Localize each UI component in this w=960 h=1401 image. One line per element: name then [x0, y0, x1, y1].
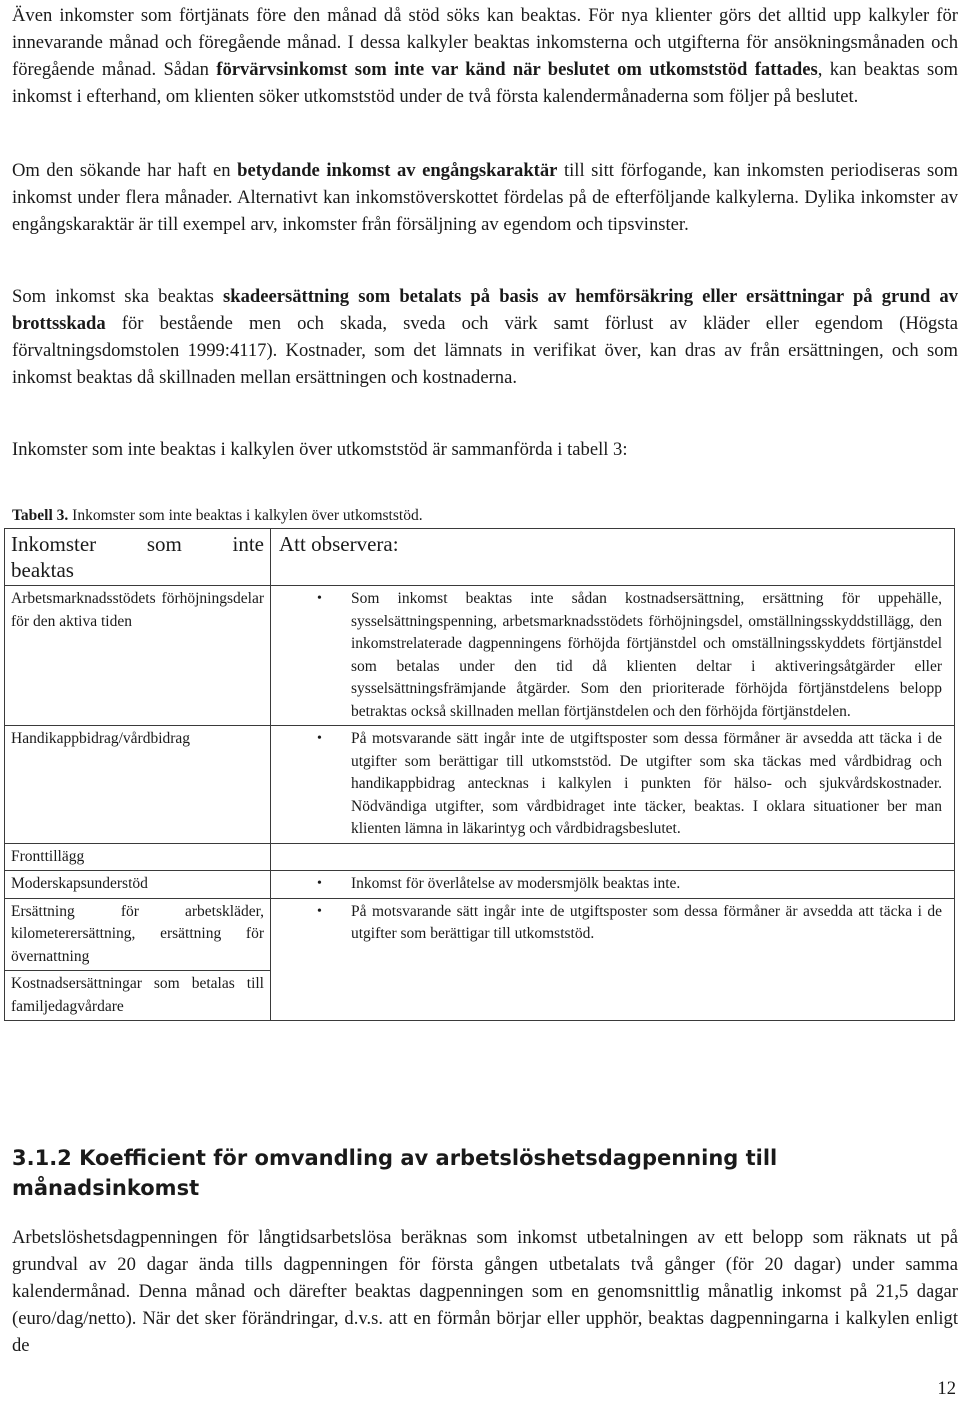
income-cell: Ersättning för arbetskläder, kilometerersättning, ersättning för övernattning: [5, 898, 271, 971]
note-text: På motsvarande sätt ingår inte de utgiftsposter som dessa förmåner är avsedda att täcka i de utgifter som berättigar till utkomststöd. De utgifter som ska täckas med vårdbidrag och handikappbidrag antecknas i kalkylen i punkten för hälso- och sjukvårdskostnader. Nödvändiga utgifter, som vårdbidraget inte täcker, beaktas. I oklara situationer ber man klienten lämna in läkarintyg och vårdbidragsbeslutet.: [351, 730, 942, 837]
table-row: [5, 726, 955, 844]
note-cell: [271, 843, 955, 871]
table-caption-text: Inkomster som inte beaktas i kalkylen över utkomststöd.: [68, 507, 423, 524]
p3-text-b: för bestående men och skada, sveda och värk samt förlust av kläder eller egendom (Högsta förvaltningsdomstolen 1999:4117). Kostnader, som det lämnats in verifikat över, kan dras av från ersättningen, och som inkomst beaktas då skillnaden mellan ersättningen och kostnaderna.: [12, 313, 958, 388]
p2-bold: betydande inkomst av engångskaraktär: [237, 160, 558, 181]
note-item: [279, 901, 942, 946]
note-cell: [271, 898, 955, 1021]
table-caption: [12, 506, 958, 526]
table-row: [5, 586, 955, 726]
p3-bold: skadeersättning som betalats på basis av hemförsäkring eller ersättningar på grund av brottsskada: [12, 286, 958, 334]
p2-text-b: till sitt förfogande, kan inkomsten periodiseras som inkomst under flera månader. Alternativt kan inkomstöverskottet fördelas på de efterföljande kalkylerna. Dylika inkomster av engångskaraktär är till exempel arv, inkomster från försäljning av egendom och tipsvinster.: [12, 160, 958, 235]
bullet-icon: •: [317, 903, 322, 919]
header-income-cell: [5, 529, 271, 586]
p1-text-a: Även inkomster som förtjänats före den månad då stöd söks kan beaktas. För nya klienter görs det alltid upp kalkyler för innevarande månad och föregående månad. I dessa kalkyler beaktas inkomsterna och utgifterna för ansökningsmånaden och föregående månad. Sådan: [12, 5, 958, 80]
note-cell: [271, 871, 955, 899]
header-note-label: Att observera:: [279, 532, 399, 556]
table-row: [5, 898, 955, 971]
note-item: [279, 873, 942, 896]
note-text: På motsvarande sätt ingår inte de utgiftsposter som dessa förmåner är avsedda att täcka i de utgifter som berättigar till utkomststöd.: [351, 902, 942, 942]
note-text: Inkomst för överlåtelse av modersmjölk beaktas inte.: [351, 875, 681, 892]
paragraph-damage-compensation: [12, 283, 958, 391]
p1-text-b: , kan beaktas som inkomst i efterhand, om klienten söker utkomststöd under de två första kalendermånaderna som följer på beslutet.: [12, 59, 958, 107]
income-cell: Arbetsmarknadsstödets förhöjningsdelar för den aktiva tiden: [5, 586, 271, 726]
note-cell: [271, 586, 955, 726]
paragraph-one-time-income-earlier: [12, 2, 958, 110]
header-income-line2: beaktas: [11, 558, 74, 582]
income-cell: Handikappbidrag/vårdbidrag: [5, 726, 271, 844]
table-caption-label: Tabell 3.: [12, 507, 69, 524]
table-row: [5, 843, 955, 871]
header-income-line1: Inkomster som inte: [11, 532, 264, 556]
p4-text: Inkomster som inte beaktas i kalkylen över utkomststöd är sammanförda i tabell 3:: [12, 439, 628, 460]
note-item: [279, 588, 942, 723]
p5-text: Arbetslöshetsdagpenningen för långtidsarbetslösa beräknas som inkomst utbetalningen av ett belopp som räknats ut på grundval av 20 dagar ända tills dagpenningen för första gången utbetalats två gånger (för 20 dagar) under samma kalendermånad. Denna månad och därefter beaktas dagpenningen som en genomsnittlig månatlig inkomst på 21,5 dagar (euro/dag/netto). När det sker förändringar, d.v.s. att en förmån börjar eller upphör, beaktas dagpenningarna i kalkylen enligt de: [12, 1227, 958, 1356]
bullet-icon: •: [317, 876, 322, 891]
income-cell: Fronttillägg: [5, 843, 271, 871]
p2-text-a: Om den sökande har haft en: [12, 160, 238, 181]
note-text: Som inkomst beaktas inte sådan kostnadsersättning, ersättning för uppehälle, sysselsättningspenning, arbetsmarknadsstödets förhöjningsdel, omställningsskyddstillägg, den inkomstrelaterade dagpenningens förhöjda förtjänstdel och omställningsskyddets förtjänstdel som betalas under den tid då klienten deltar i aktiveringsåtgärder eller sysselsättningsfrämjande åtgärder. Som den prioriterade förhöjda förtjänstdelens belopp betraktas också skillnaden mellan förtjänstdelen och den förhöjda förtjänstdelen.: [351, 590, 942, 720]
section-heading: 3.1.2 Koefficient för omvandling av arbetslöshetsdagpenning till månadsinkomst: [12, 1146, 778, 1200]
page-number: 12: [937, 1378, 956, 1399]
paragraph-unemployment-allowance: [12, 1224, 958, 1359]
income-cell: Kostnadsersättningar som betalas till familjedagvårdare: [5, 971, 271, 1021]
paragraph-single-occurrence-income: [12, 157, 958, 238]
paragraph-table-intro: [12, 436, 958, 463]
table-header-row: [5, 529, 955, 586]
income-exclusion-table: [4, 528, 955, 1021]
p3-text-a: Som inkomst ska beaktas: [12, 286, 224, 307]
bullet-icon: •: [317, 591, 322, 606]
table-row: [5, 871, 955, 899]
header-note-cell: [271, 529, 955, 586]
p1-bold: förvärvsinkomst som inte var känd när beslutet om utkomststöd fattades: [216, 59, 818, 80]
note-item: [279, 728, 942, 841]
income-cell: Moderskapsunderstöd: [5, 871, 271, 899]
note-cell: [271, 726, 955, 844]
bullet-icon: •: [317, 731, 322, 746]
